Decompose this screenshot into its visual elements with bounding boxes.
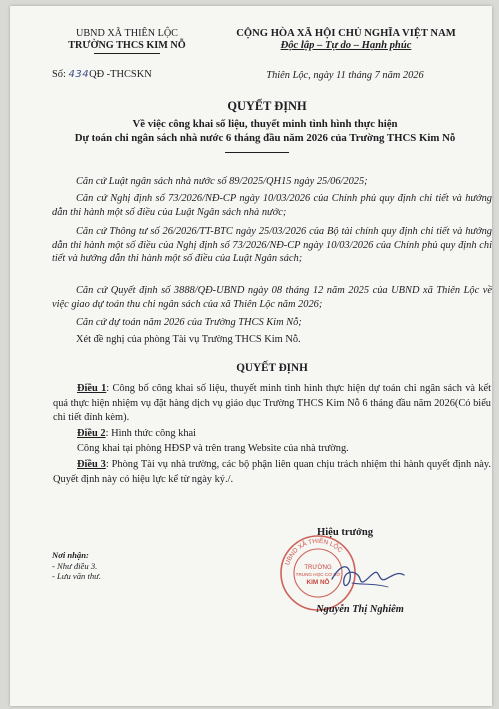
article-2	[53, 427, 491, 442]
article-2-label: Điều 2	[77, 428, 106, 439]
org-block	[52, 28, 202, 54]
title-subject	[40, 118, 490, 145]
basis-3: Căn cứ Thông tư số 26/2026/TT-BTC ngày 25/03/2026 của Bộ tài chính quy định chi tiết và hướng dẫn thi hành một số điều của Nghị định số 73/2026/NĐ-CP ngày 10/03/2026 của Chính phủ quy định chi tiết và hướng dẫn thi hành một số điều của Luật Ngân sách;	[52, 226, 492, 265]
stamp-line-1: TRƯỜNG	[304, 565, 332, 571]
recipient-item: - Như điều 3.	[52, 560, 98, 571]
title-divider	[225, 152, 289, 153]
stamp-line-2: TRUNG HỌC CƠ SỞ	[295, 572, 341, 577]
article-1	[53, 382, 491, 426]
stamp-line-3: KIM NỖ	[306, 579, 330, 586]
stamp-ring-text: UBND XÃ THIÊN LỘC	[284, 537, 344, 567]
article-3-label: Điều 3	[77, 459, 106, 470]
nation-block	[216, 28, 476, 53]
document-title: QUYẾT ĐỊNH	[227, 99, 307, 113]
doc-no-prefix: Số:	[52, 69, 69, 80]
doc-no-suffix: QĐ -THCSKN	[89, 69, 152, 80]
recipient-item: - Lưu văn thư.	[52, 571, 101, 582]
article-3	[53, 458, 491, 487]
nation-line-2: Độc lập – Tự do – Hạnh phúc	[280, 40, 412, 52]
article-3-text: : Phòng Tài vụ nhà trường, các bộ phận liên quan chịu trách nhiệm thi hành quyết định này. Quyết định này có hiệu lực kể từ ngày ký./.	[53, 459, 491, 485]
nation-line-1: CỘNG HÒA XÃ HỘI CHỦ NGHĨA VIỆT NAM	[236, 28, 456, 39]
basis-2: Căn cứ Nghị định số 73/2026/NĐ-CP ngày 10/03/2026 của Chính phủ quy định chi tiết và hướng dẫn thi hành một số điều của Luật Ngân sách nhà nước;	[52, 193, 492, 218]
basis-1: Căn cứ Luật ngân sách nhà nước số 89/2025/QH15 ngày 25/06/2025;	[76, 176, 368, 187]
signer-name: Nguyễn Thị Nghiêm	[316, 604, 404, 615]
place-date: Thiên Lộc, ngày 11 tháng 7 năm 2026	[266, 70, 424, 81]
article-1-label: Điều 1	[77, 383, 107, 394]
handwritten-signature	[328, 557, 408, 597]
proposal: Xét đề nghị của phòng Tài vụ Trường THCS Kim Nỗ.	[76, 334, 301, 345]
article-1-text: : Công bố công khai số liệu, thuyết minh tình hình thực hiện dự toán chi ngân sách và kết quả thực hiện nhiệm vụ đặt hàng dịch vụ giáo dục Trường THCS Kim Nỗ 6 tháng đầu năm 2026(Có biểu chi tiết đính kèm).	[53, 383, 491, 424]
org-line-1: UBND XÃ THIÊN LỘC	[76, 28, 178, 39]
title-subject-line-1: Về việc công khai số liệu, thuyết minh tình hình thực hiện	[132, 118, 398, 130]
org-underline	[94, 53, 160, 54]
recipients-block	[52, 550, 101, 582]
signer-role: Hiệu trưởng	[316, 527, 374, 538]
doc-no-handwritten: 434	[68, 69, 90, 80]
basis-5: Căn cứ dự toán năm 2026 của Trường THCS Kim Nỗ;	[76, 317, 302, 328]
title-subject-line-2: Dự toán chi ngân sách nhà nước 6 tháng đầu năm 2026 của Trường THCS Kim Nỗ	[74, 131, 456, 144]
decision-heading: QUYẾT ĐỊNH	[236, 362, 308, 374]
article-2-text: : Hình thức công khai	[105, 428, 197, 439]
org-line-2: TRƯỜNG THCS KIM NỖ	[68, 40, 186, 51]
recipients-title: Nơi nhận:	[52, 550, 89, 560]
article-2-detail: Công khai tại phòng HĐSP và trên trang Website của nhà trường.	[77, 443, 349, 454]
document-number	[52, 69, 152, 80]
document-page	[10, 6, 492, 706]
basis-4: Căn cứ Quyết định số 3888/QĐ-UBND ngày 08 tháng 12 năm 2025 của UBND xã Thiên Lộc về việc giao dự toán thu chi ngân sách của xã Thiên Lộc năm 2026;	[52, 285, 492, 310]
